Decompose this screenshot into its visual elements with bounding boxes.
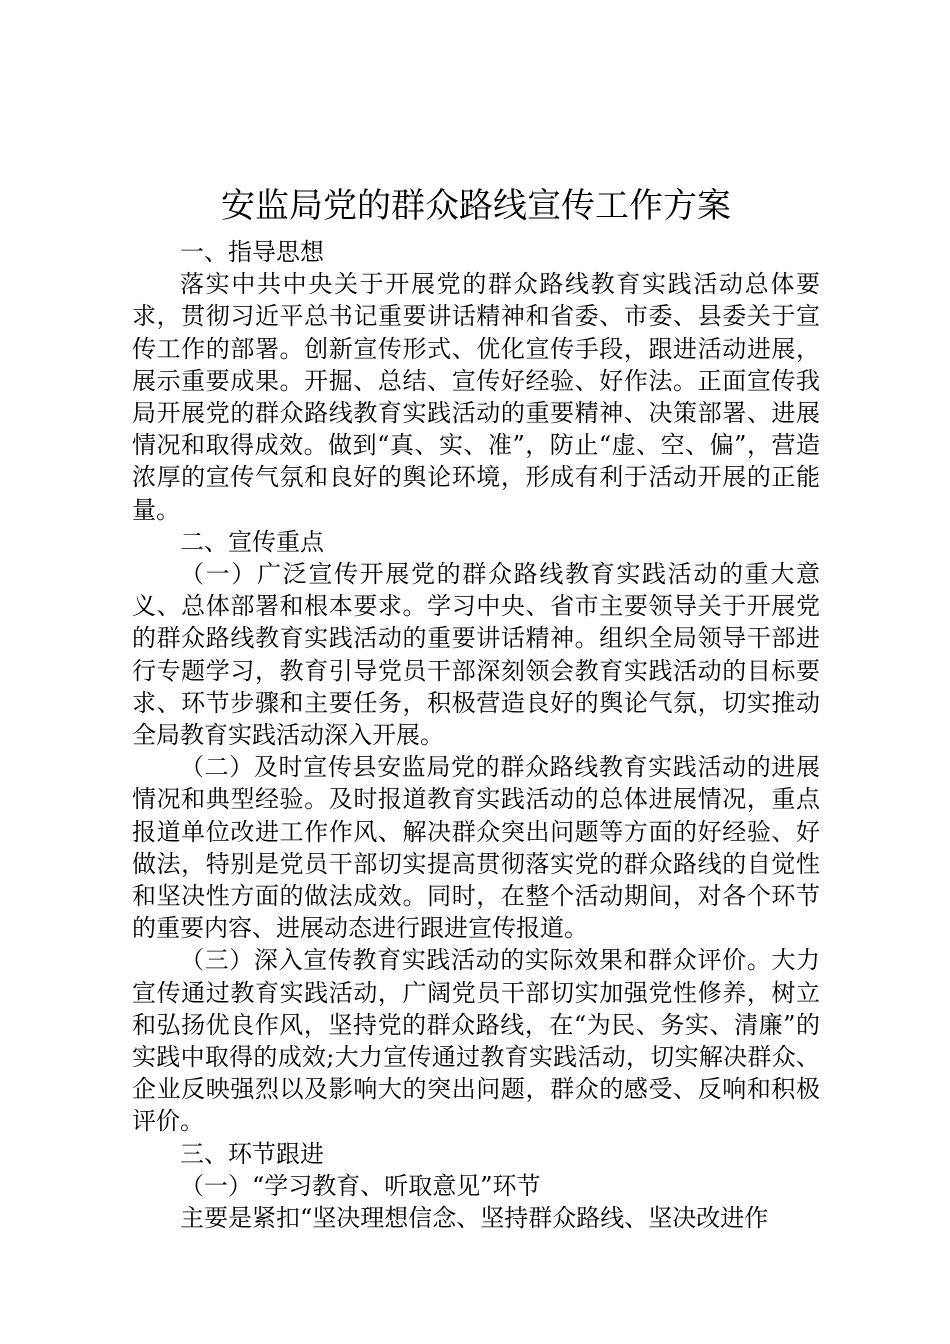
paragraph: （二）及时宣传县安监局党的群众路线教育实践活动的进展情况和典型经验。及时报道教育实践活动的总体进展情况，重点报道单位改进工作作风、解决群众突出问题等方面的好经验、好做法，特别是党员干部切实提高贯彻落实党的群众路线的自觉性和坚决性方面的做法成效。同时，在整个活动期间，对各个环节的重要内容、进展动态进行跟进宣传报道。 — [132, 753, 820, 943]
section-heading: 三、环节跟进 — [180, 1139, 324, 1168]
paragraph: 落实中共中央关于开展党的群众路线教育实践活动总体要求，贯彻习近平总书记重要讲话精神和省委、市委、县委关于宣传工作的部署。创新宣传形式、优化宣传手段，跟进活动进展，展示重要成果。开掘、总结、宣传好经验、好作法。正面宣传我局开展党的群众路线教育实践活动的重要精神、决策部署、进展情况和取得成效。做到“真、实、准”，防止“虚、空、偏”，营造浓厚的宣传气氛和良好的舆论环境，形成有利于活动开展的正能量。 — [132, 270, 820, 524]
paragraph: 主要是紧扣“坚决理想信念、坚持群众路线、坚决改进作 — [180, 1204, 769, 1233]
paragraph: （三）深入宣传教育实践活动的实际效果和群众评价。大力宣传通过教育实践活动，广阔党员干部切实加强党性修养，树立和弘扬优良作风，坚持党的群众路线，在“为民、务实、清廉”的实践中取得的成效;大力宣传通过教育实践活动，切实解决群众、企业反映强烈以及影响大的突出问题，群众的感受、反响和积极评价。 — [132, 946, 820, 1136]
section-heading: 一、指导思想 — [180, 238, 324, 266]
section-heading: 二、宣传重点 — [180, 527, 324, 556]
document-title: 安监局党的群众路线宣传工作方案 — [221, 186, 731, 226]
document-page — [132, 176, 820, 1234]
paragraph: （一）广泛宣传开展党的群众路线教育实践活动的重大意义、总体部署和根本要求。学习中央、省市主要领导关于开展党的群众路线教育实践活动的重要讲话精神。组织全局领导干部进行专题学习，教育引导党员干部深刻领会教育实践活动的目标要求、环节步骤和主要任务，积极营造良好的舆论气氛，切实推动全局教育实践活动深入开展。 — [132, 560, 820, 750]
subsection-heading: （一）“学习教育、听取意见”环节 — [180, 1171, 541, 1200]
